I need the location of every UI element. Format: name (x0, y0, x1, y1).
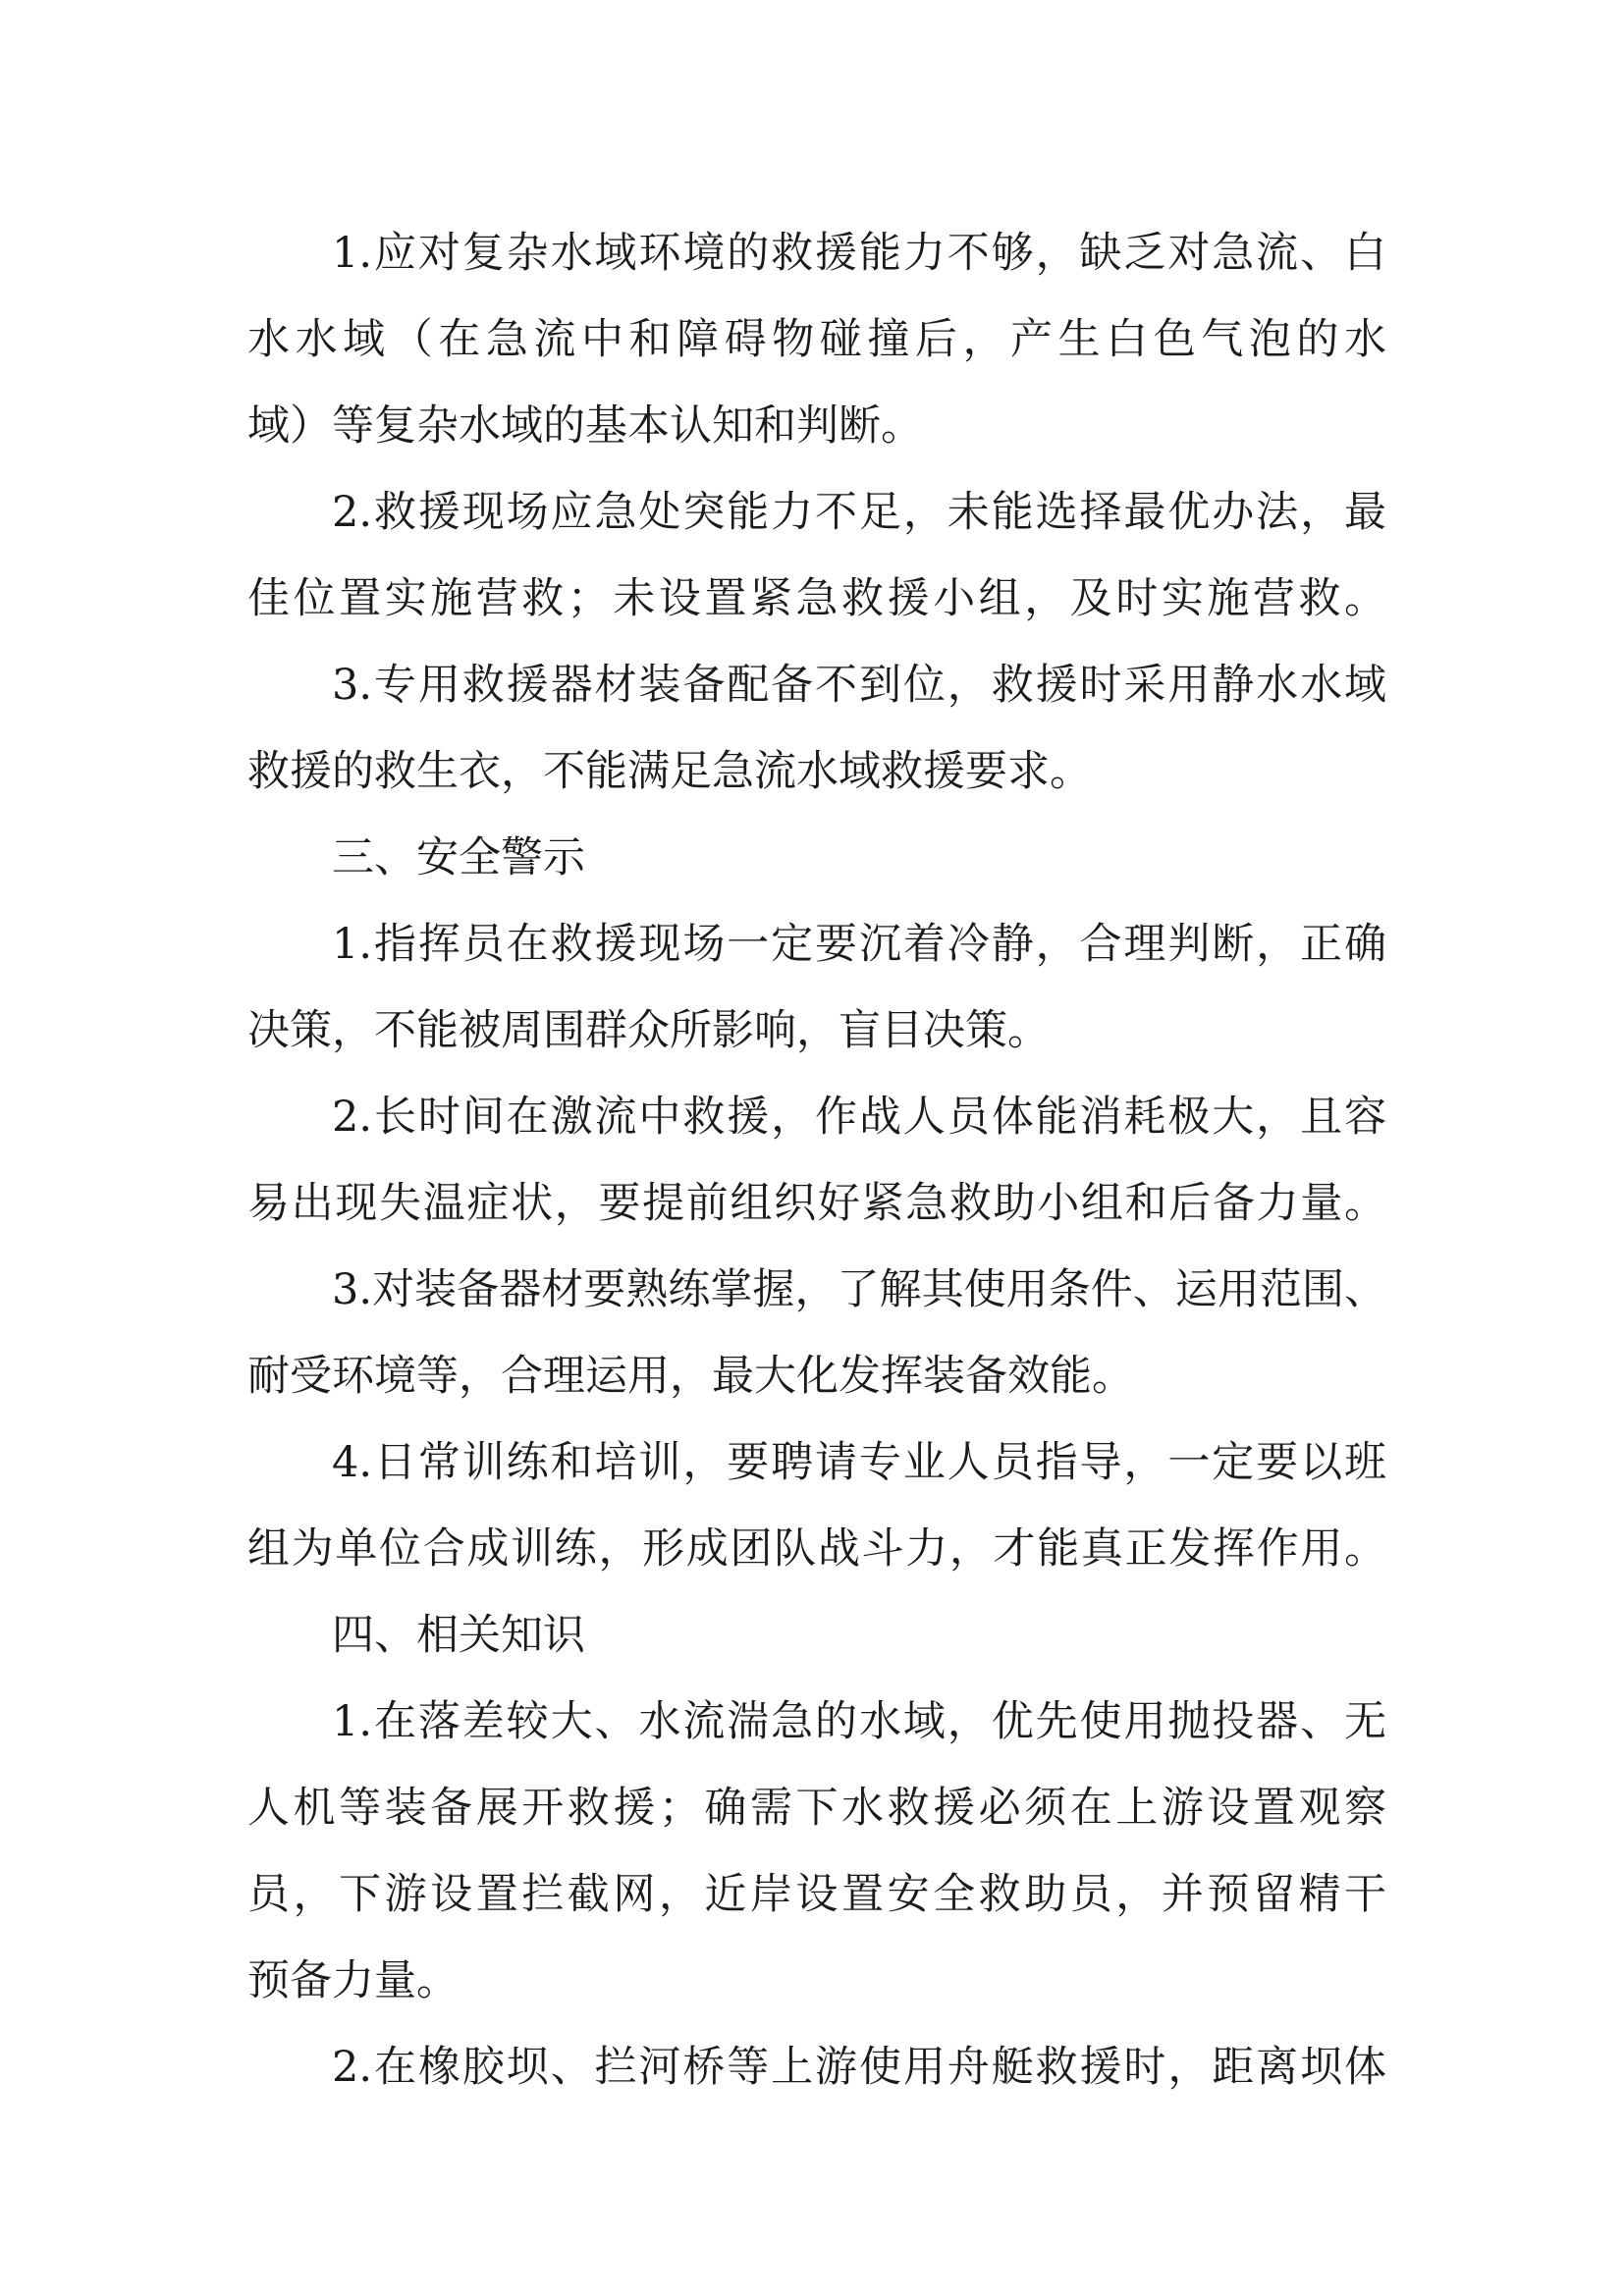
paragraph-line: 1.在落差较大、水流湍急的水域，优先使用抛投器、无 (332, 1697, 1386, 1746)
paragraph-line: 1.指挥员在救援现场一定要沉着冷静，合理判断，正确 (332, 920, 1386, 969)
paragraph-line: 员，下游设置拦截网，近岸设置安全救助员，并预留精干 (247, 1870, 1386, 1919)
paragraph-line: 3.对装备器材要熟练掌握，了解其使用条件、运用范围、 (332, 1265, 1386, 1314)
paragraph-line: 救援的救生衣，不能满足急流水域救援要求。 (247, 747, 1092, 796)
paragraph-line: 域）等复杂水域的基本认知和判断。 (247, 401, 923, 451)
paragraph-line: 组为单位合成训练，形成团队战斗力，才能真正发挥作用。 (247, 1524, 1386, 1574)
paragraph-line: 3.专用救援器材装备配备不到位，救援时采用静水水域 (332, 661, 1386, 710)
paragraph-line: 2.救援现场应急处突能力不足，未能选择最优办法，最 (332, 488, 1386, 537)
paragraph-line: 4.日常训练和培训，要聘请专业人员指导，一定要以班 (332, 1438, 1386, 1487)
paragraph-line: 1.应对复杂水域环境的救援能力不够，缺乏对急流、白 (332, 229, 1386, 278)
paragraph-line: 2.长时间在激流中救援，作战人员体能消耗极大，且容 (332, 1093, 1386, 1142)
paragraph-line: 预备力量。 (247, 1956, 459, 2005)
paragraph-line: 人机等装备展开救援；确需下水救援必须在上游设置观察 (247, 1784, 1386, 1833)
paragraph-line: 决策，不能被周围群众所影响，盲目决策。 (247, 1006, 1050, 1055)
paragraph-line: 耐受环境等，合理运用，最大化发挥装备效能。 (247, 1352, 1134, 1401)
section-heading-related-knowledge: 四、相关知识 (332, 1611, 585, 1660)
paragraph-line: 2.在橡胶坝、拦河桥等上游使用舟艇救援时，距离坝体 (332, 2043, 1386, 2092)
paragraph-line: 水水域（在急流中和障碍物碰撞后，产生白色气泡的水 (247, 315, 1386, 364)
section-heading-safety-warnings: 三、安全警示 (332, 833, 585, 882)
paragraph-line: 易出现失温症状，要提前组织好紧急救助小组和后备力量。 (247, 1179, 1386, 1228)
paragraph-line: 佳位置实施营救；未设置紧急救援小组，及时实施营救。 (247, 574, 1386, 623)
